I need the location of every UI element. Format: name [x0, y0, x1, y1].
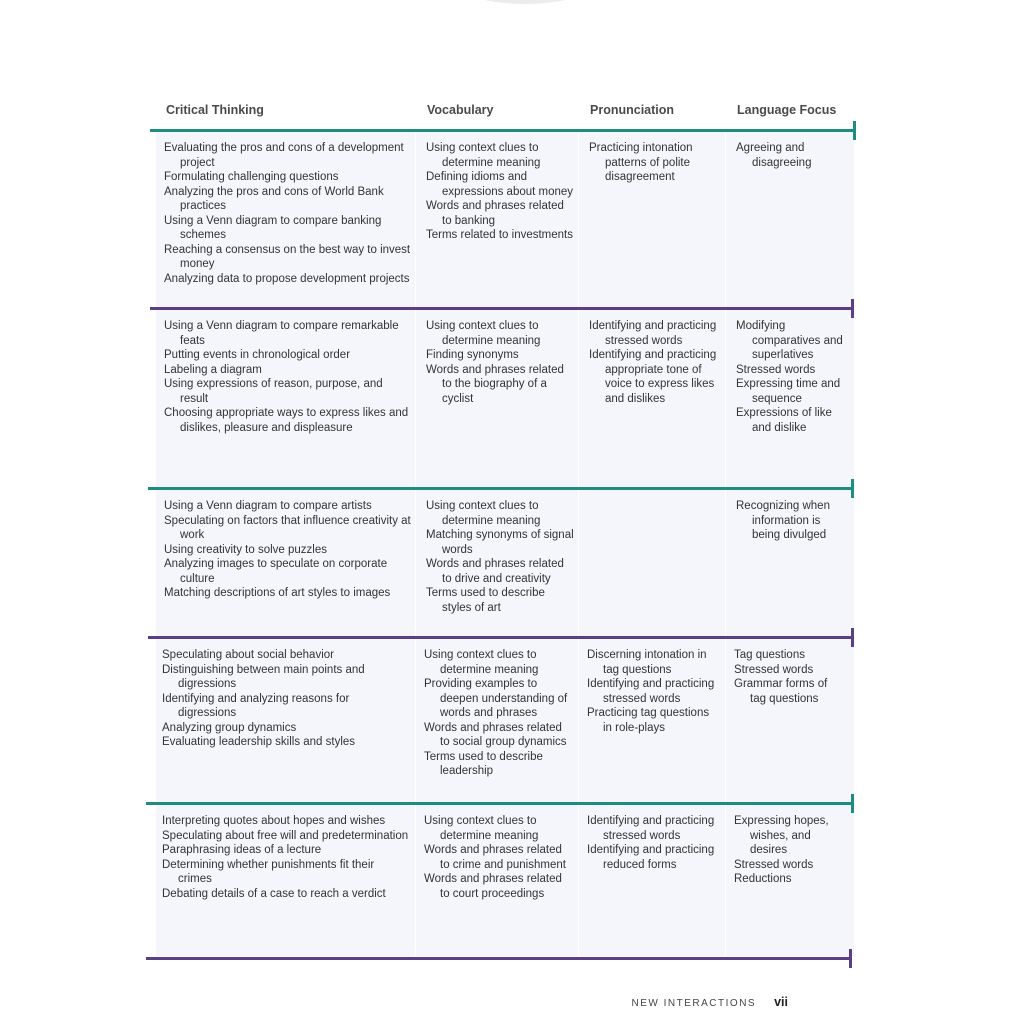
- scan-shadow: [470, 0, 580, 4]
- header-language-focus: Language Focus: [737, 103, 837, 117]
- row-rule: [148, 636, 852, 639]
- cell-item: Words and phrases related to court proceedings: [424, 873, 562, 900]
- cell-item: Speculating about social behavior: [162, 649, 334, 661]
- cell-item: Interpreting quotes about hopes and wishes: [162, 815, 386, 827]
- cell-item: Matching descriptions of art styles to images: [164, 587, 391, 599]
- cell-item: Words and phrases related to crime and punishment: [424, 844, 566, 871]
- cell-pronunciation: [587, 648, 721, 735]
- cell-item: Stressed words: [734, 858, 814, 871]
- cell-item: Using a Venn diagram to compare remarkable feats: [164, 320, 399, 347]
- cell-item: Identifying and practicing stressed words: [587, 815, 715, 842]
- cell-item: Determining whether punishments fit their crimes: [162, 858, 375, 885]
- cell-item: Evaluating leadership skills and styles: [162, 736, 356, 748]
- cell-language-focus: [736, 319, 848, 435]
- cell-item: Identifying and practicing reduced forms: [587, 844, 715, 871]
- cell-vocabulary: [426, 141, 574, 243]
- cell-item: Modifying comparatives and superlatives: [736, 320, 843, 361]
- cell-language-focus: [736, 499, 848, 543]
- cell-critical-thinking: [164, 499, 412, 601]
- cell-item: Words and phrases related to social group dynamics: [424, 721, 567, 748]
- cell-item: Analyzing group dynamics: [162, 721, 297, 734]
- cell-item: Analyzing the pros and cons of World Bank practices: [164, 185, 384, 212]
- cell-item: Expressing time and sequence: [736, 378, 841, 405]
- header-pronunciation: Pronunciation: [590, 103, 675, 117]
- cell-item: Recognizing when information is being divulged: [736, 500, 830, 541]
- row-rule-cap: [851, 479, 854, 498]
- cell-item: Terms related to investments: [426, 229, 574, 241]
- cell-item: Distinguishing between main points and digressions: [162, 663, 365, 690]
- cell-item: Words and phrases related to the biography of a cyclist: [426, 363, 564, 405]
- cell-item: Analyzing data to propose development projects: [164, 272, 410, 285]
- cell-item: Reaching a consensus on the best way to invest money: [164, 243, 411, 270]
- cell-item: Identifying and practicing appropriate tone of voice to express likes and dislikes: [589, 349, 717, 405]
- cell-item: Discerning intonation in tag questions: [587, 649, 707, 676]
- cell-critical-thinking: [162, 648, 410, 750]
- table-header-row: [0, 103, 1024, 121]
- cell-item: Using expressions of reason, purpose, and result: [164, 378, 383, 405]
- cell-item: Identifying and practicing stressed words: [589, 320, 717, 347]
- cell-item: Grammar forms of tag questions: [734, 678, 828, 705]
- header-critical-thinking: Critical Thinking: [166, 103, 264, 117]
- column-divider: [415, 130, 416, 956]
- cell-item: Defining idioms and expressions about money: [426, 171, 574, 198]
- cell-item: Using context clues to determine meaning: [424, 649, 539, 676]
- cell-item: Expressions of like and dislike: [736, 407, 832, 434]
- cell-language-focus: [736, 141, 848, 170]
- cell-item: Terms used to describe styles of art: [426, 587, 545, 614]
- cell-item: Matching synonyms of signal words: [426, 529, 574, 556]
- cell-item: Agreeing and disagreeing: [736, 142, 812, 169]
- cell-item: Using context clues to determine meaning: [426, 500, 541, 527]
- cell-language-focus: [734, 648, 846, 706]
- cell-pronunciation: [589, 141, 723, 185]
- row-rule: [146, 802, 852, 805]
- cell-item: Using a Venn diagram to compare artists: [164, 500, 372, 512]
- cell-item: Identifying and practicing stressed words: [587, 678, 715, 705]
- cell-item: Words and phrases related to banking: [426, 200, 564, 227]
- row-rule: [148, 487, 852, 490]
- row-rule-cap: [851, 299, 854, 318]
- cell-item: Putting events in chronological order: [164, 349, 351, 361]
- cell-critical-thinking: [164, 141, 412, 286]
- cell-item: Reductions: [734, 873, 792, 885]
- cell-item: Expressing hopes, wishes, and desires: [734, 815, 829, 856]
- row-rule-cap: [851, 794, 854, 813]
- cell-vocabulary: [426, 319, 574, 406]
- cell-item: Using context clues to determine meaning: [426, 142, 541, 169]
- cell-vocabulary: [426, 499, 574, 615]
- header-vocabulary: Vocabulary: [427, 103, 494, 117]
- cell-item: Finding synonyms: [426, 349, 519, 361]
- cell-item: Labeling a diagram: [164, 363, 262, 376]
- cell-item: Words and phrases related to drive and creativity: [426, 558, 564, 585]
- cell-item: Using context clues to determine meaning: [424, 815, 539, 842]
- cell-item: Using context clues to determine meaning: [426, 320, 541, 347]
- row-rule-cap: [851, 628, 854, 647]
- row-rule: [150, 307, 852, 310]
- row-rule-cap: [849, 949, 852, 968]
- cell-item: Formulating challenging questions: [164, 171, 339, 183]
- page-footer: [632, 995, 788, 1009]
- cell-item: Speculating about free will and predetermination: [162, 829, 409, 842]
- cell-item: Choosing appropriate ways to express likes and dislikes, pleasure and displeasure: [164, 407, 409, 434]
- cell-item: Terms used to describe leadership: [424, 750, 543, 777]
- cell-item: Stressed words: [736, 363, 816, 376]
- cell-vocabulary: [424, 648, 572, 779]
- row-rule: [146, 957, 850, 960]
- cell-item: Paraphrasing ideas of a lecture: [162, 844, 322, 856]
- cell-critical-thinking: [164, 319, 412, 435]
- cell-item: Identifying and analyzing reasons for digressions: [162, 692, 350, 719]
- book-title: NEW INTERACTIONS: [631, 998, 757, 1009]
- cell-item: Tag questions: [734, 649, 805, 661]
- cell-item: Debating details of a case to reach a verdict: [162, 887, 386, 900]
- cell-item: Analyzing images to speculate on corporate culture: [164, 558, 388, 585]
- row-rule: [150, 129, 854, 132]
- page-number: vii: [774, 995, 788, 1009]
- cell-item: Stressed words: [734, 663, 814, 676]
- cell-item: Evaluating the pros and cons of a development project: [164, 142, 404, 169]
- cell-critical-thinking: [162, 814, 410, 901]
- cell-item: Practicing tag questions in role-plays: [587, 707, 710, 734]
- cell-pronunciation: [587, 814, 721, 872]
- cell-vocabulary: [424, 814, 572, 901]
- cell-item: Practicing intonation patterns of polite disagreement: [589, 142, 693, 183]
- cell-item: Using creativity to solve puzzles: [164, 543, 327, 556]
- cell-item: Providing examples to deepen understanding of words and phrases: [424, 678, 568, 719]
- cell-item: Speculating on factors that influence creativity at work: [164, 514, 411, 541]
- cell-language-focus: [734, 814, 846, 887]
- column-divider: [725, 130, 726, 956]
- cell-item: Using a Venn diagram to compare banking schemes: [164, 214, 382, 241]
- column-divider: [578, 130, 579, 956]
- row-rule-cap: [853, 121, 856, 140]
- cell-pronunciation: [589, 319, 723, 406]
